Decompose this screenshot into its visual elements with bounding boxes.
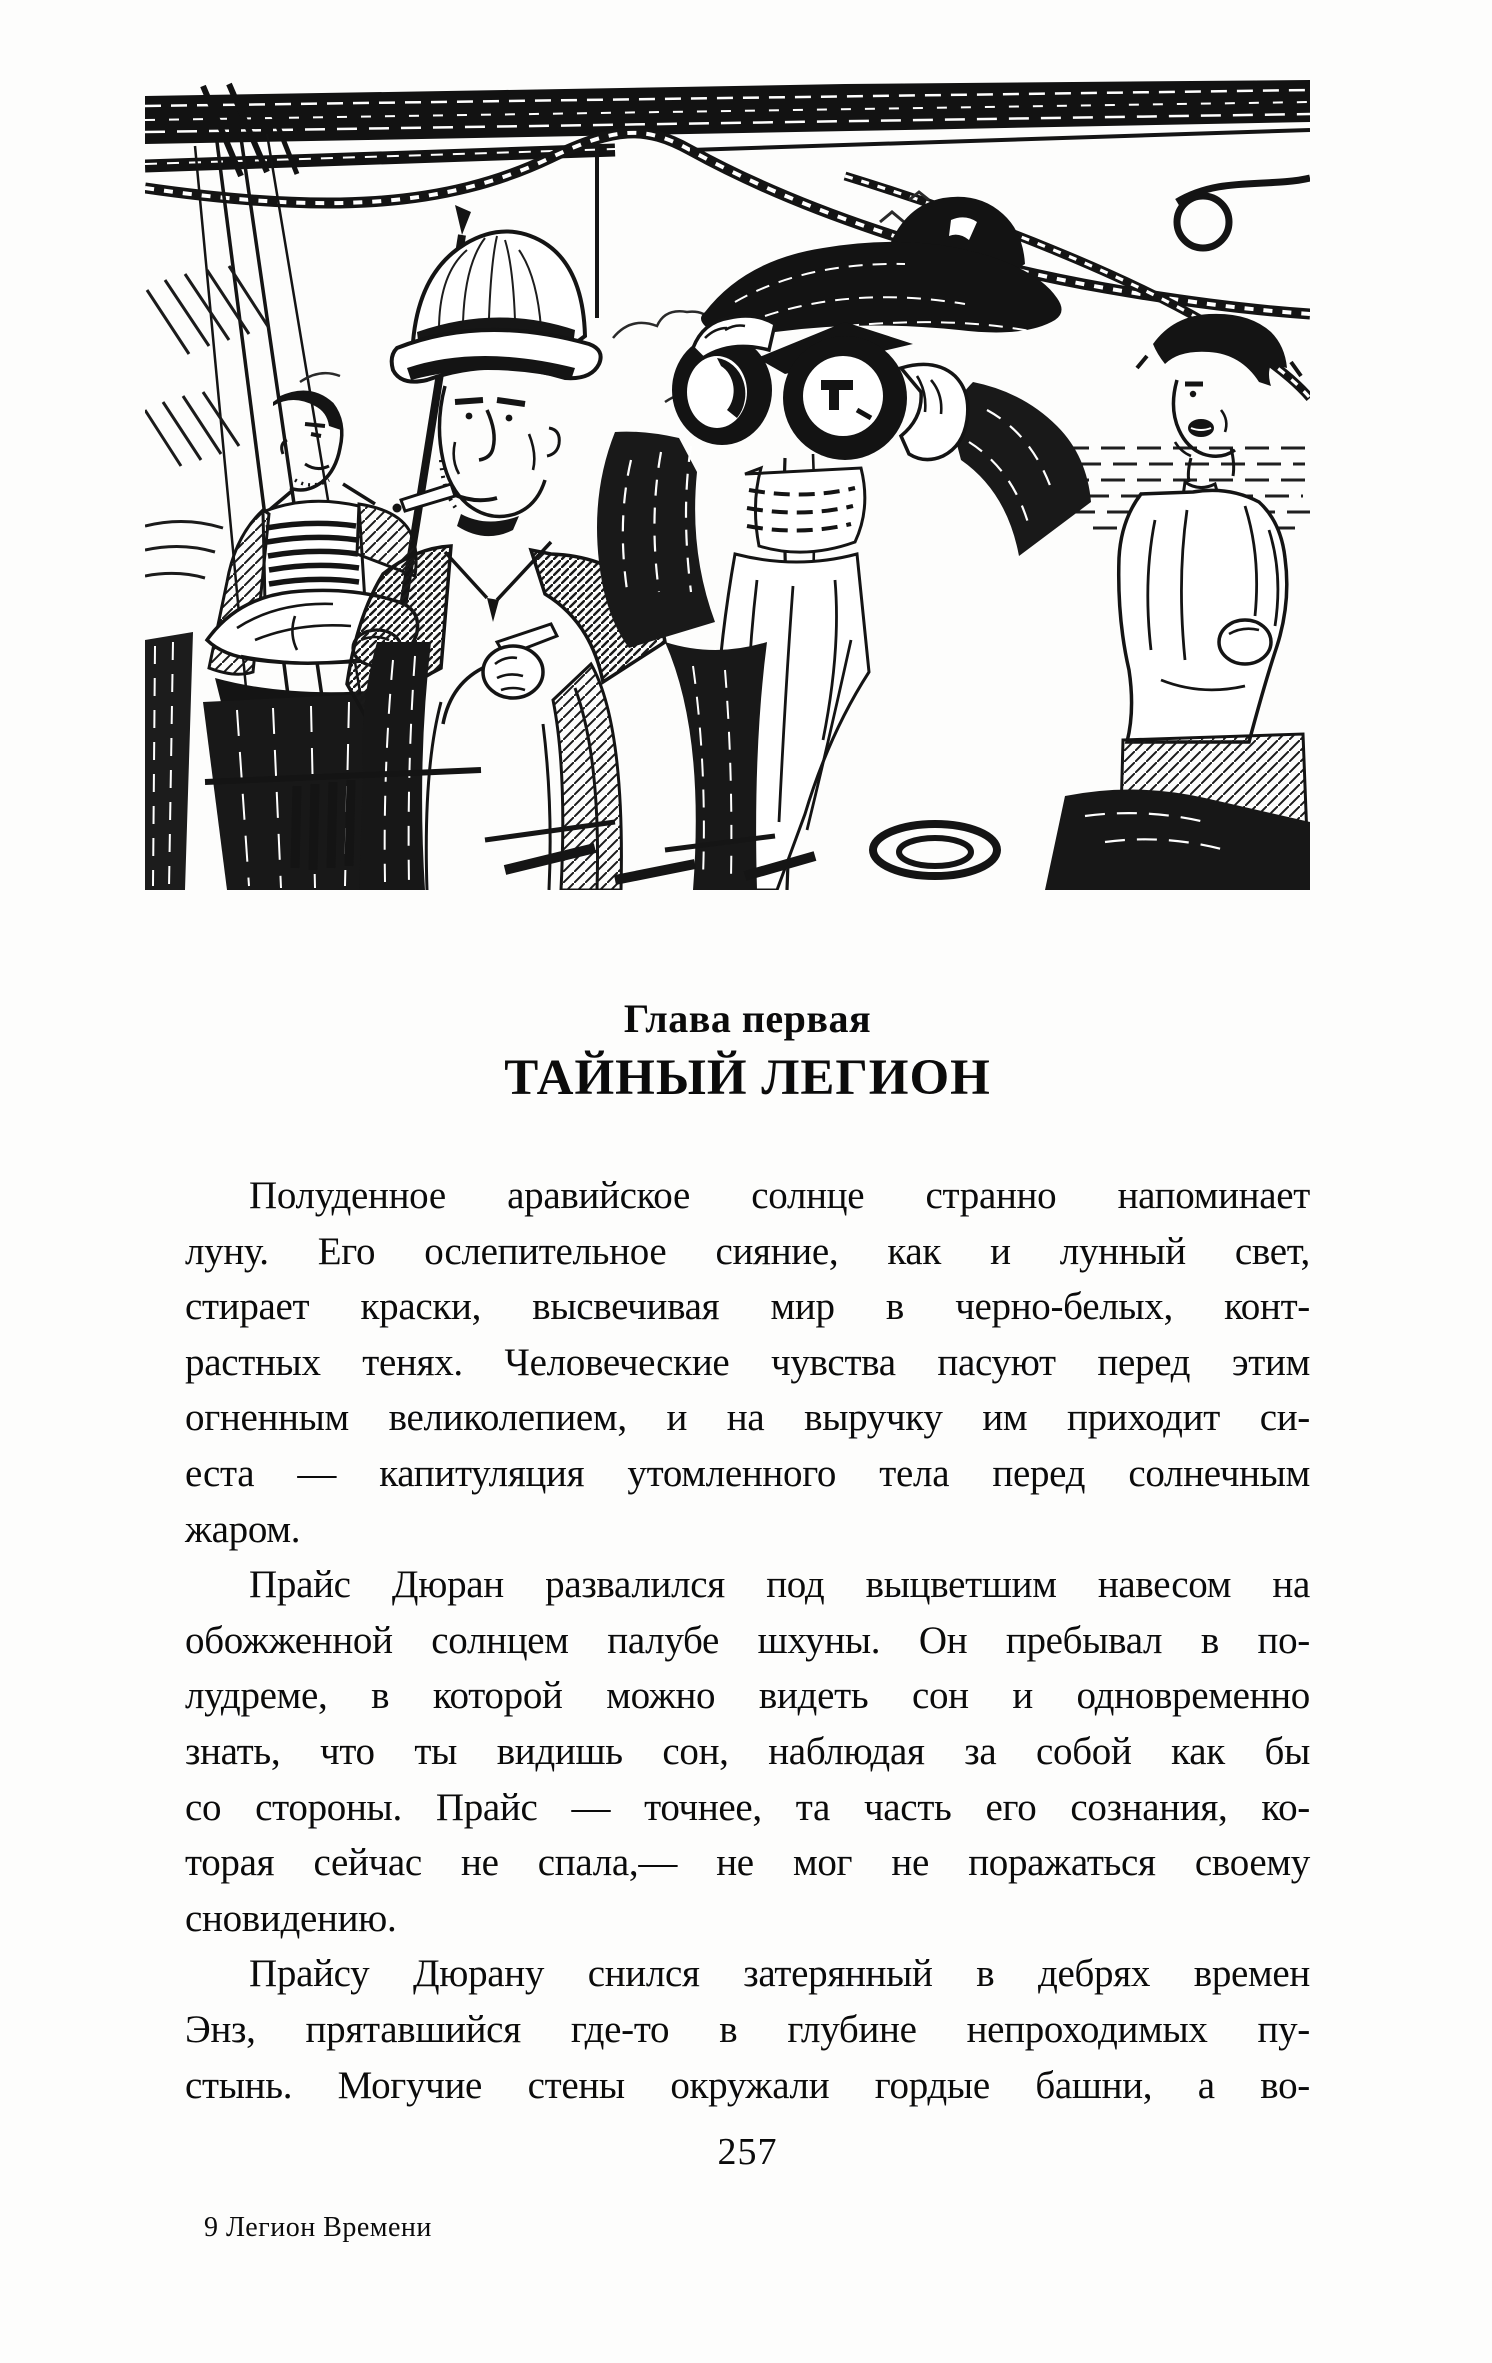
body-line: луну. Его ослепительное сияние, как и лунный свет, bbox=[185, 1229, 1310, 1273]
body-line: знать, что ты видишь сон, наблюдая за собой как бы bbox=[185, 1729, 1310, 1773]
body-line: стирает краски, высвечивая мир в черно-белых, конт- bbox=[185, 1285, 1310, 1329]
body-line: обожженной солнцем палубе шхуны. Он пребывал в по- bbox=[185, 1618, 1310, 1662]
page-number: 257 bbox=[717, 2131, 778, 2173]
body-text bbox=[185, 1168, 1310, 2113]
body-line: Прайс Дюран развалился под выцветшим навесом на bbox=[249, 1563, 1310, 1607]
body-line: Прайсу Дюрану снился затерянный в дебрях времен bbox=[249, 1952, 1310, 1996]
chapter-title: ТАЙНЫЙ ЛЕГИОН bbox=[504, 1050, 991, 1106]
chapter-kicker: Глава первая bbox=[623, 996, 872, 1041]
body-line: огненным великолепием, и на выручку им приходит си- bbox=[185, 1396, 1310, 1440]
wide-brim-hat bbox=[701, 197, 1062, 334]
body-line: растных тенях. Человеческие чувства пасуют перед этим bbox=[185, 1340, 1310, 1384]
body-line: Полуденное аравийское солнце странно напоминает bbox=[249, 1174, 1310, 1217]
body-line: еста — капитуляция утомленного тела перед солнечным bbox=[185, 1451, 1310, 1495]
body-line: Энз, прятавшийся где-то в глубине непроходимых пу- bbox=[185, 2007, 1310, 2051]
signature-mark: 9 Легион Времени bbox=[204, 2212, 432, 2243]
binoculars-man bbox=[597, 197, 1091, 890]
ship-spar bbox=[145, 80, 1310, 176]
book-illustration bbox=[145, 80, 1310, 890]
body-line: со стороны. Прайс — точнее, та часть его сознания, ко- bbox=[185, 1785, 1310, 1829]
body-line: стынь. Могучие стены окружали гордые башни, а во- bbox=[185, 2063, 1310, 2107]
body-line: жаром. bbox=[185, 1507, 301, 1551]
body-line: сновидению. bbox=[185, 1896, 397, 1940]
body-line: торая сейчас не спала,— не мог не поражаться своему bbox=[185, 1841, 1310, 1885]
body-line: лудреме, в которой можно видеть сон и одновременно bbox=[185, 1674, 1310, 1718]
